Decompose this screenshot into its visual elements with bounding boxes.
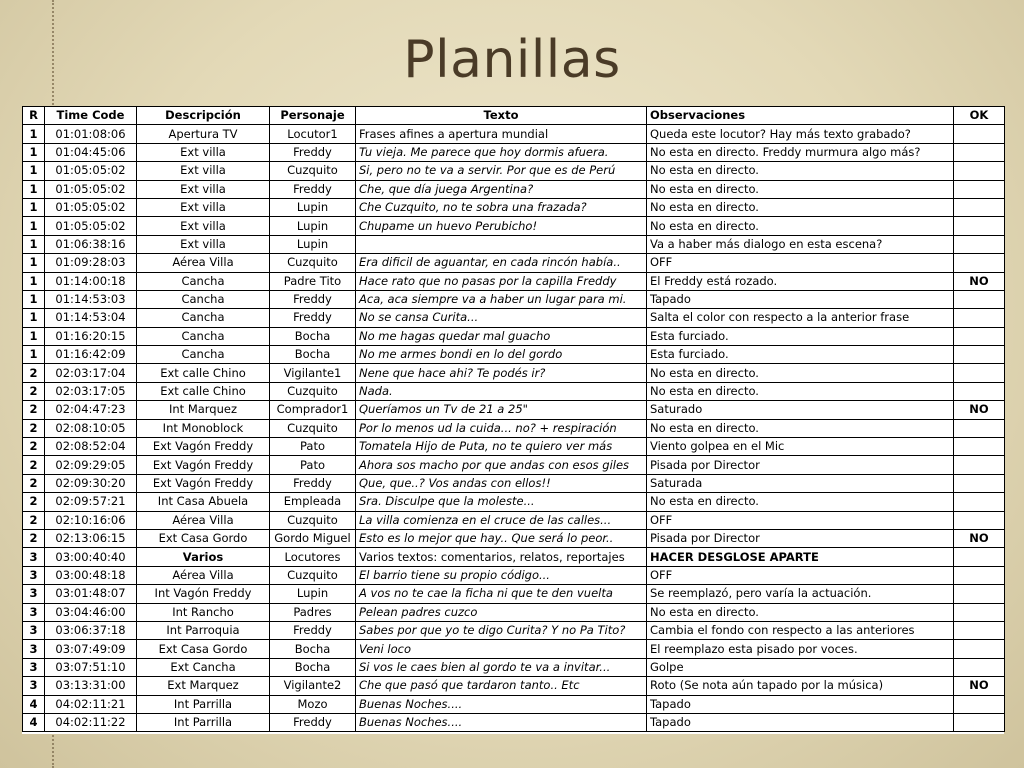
cell-texto: Buenas Noches.... <box>356 713 647 731</box>
cell-ok <box>954 474 1005 492</box>
cell-descripcion: Int Monoblock <box>137 419 270 437</box>
cell-timecode: 03:00:40:40 <box>45 548 137 566</box>
cell-observaciones: OFF <box>647 511 954 529</box>
cell-personaje: Bocha <box>270 327 356 345</box>
table-row <box>23 529 1005 547</box>
cell-timecode: 02:08:52:04 <box>45 438 137 456</box>
cell-ok <box>954 180 1005 198</box>
cell-personaje: Freddy <box>270 143 356 161</box>
slide-title: Planillas <box>403 30 621 90</box>
cell-observaciones: El reemplazo esta pisado por voces. <box>647 640 954 658</box>
cell-descripcion: Int Vagón Freddy <box>137 585 270 603</box>
table-row <box>23 327 1005 345</box>
cell-r: 3 <box>23 566 45 584</box>
cell-ok <box>954 456 1005 474</box>
cell-observaciones: Roto (Se nota aún tapado por la música) <box>647 677 954 695</box>
cell-timecode: 01:14:00:18 <box>45 272 137 290</box>
cell-ok <box>954 125 1005 143</box>
cell-timecode: 03:01:48:07 <box>45 585 137 603</box>
table-row <box>23 566 1005 584</box>
cell-r: 1 <box>23 235 45 253</box>
cell-r: 3 <box>23 640 45 658</box>
cell-descripcion: Ext Casa Gordo <box>137 529 270 547</box>
cell-ok <box>954 162 1005 180</box>
cell-personaje: Cuzquito <box>270 511 356 529</box>
cell-ok: NO <box>954 529 1005 547</box>
cell-ok <box>954 603 1005 621</box>
cell-r: 2 <box>23 493 45 511</box>
cell-personaje: Cuzquito <box>270 382 356 400</box>
cell-personaje: Locutor1 <box>270 125 356 143</box>
table-row <box>23 677 1005 695</box>
table-row <box>23 364 1005 382</box>
table-row <box>23 125 1005 143</box>
cell-observaciones: No esta en directo. <box>647 419 954 437</box>
cell-ok <box>954 382 1005 400</box>
cell-observaciones: No esta en directo. <box>647 603 954 621</box>
cell-descripcion: Ext villa <box>137 198 270 216</box>
cell-observaciones: Esta furciado. <box>647 346 954 364</box>
cell-timecode: 02:09:29:05 <box>45 456 137 474</box>
table-row <box>23 511 1005 529</box>
cell-timecode: 02:09:57:21 <box>45 493 137 511</box>
cell-r: 3 <box>23 658 45 676</box>
cell-timecode: 01:16:42:09 <box>45 346 137 364</box>
table-row <box>23 493 1005 511</box>
cell-observaciones: Golpe <box>647 658 954 676</box>
table-row <box>23 419 1005 437</box>
cell-texto: Tu vieja. Me parece que hoy dormis afuera. <box>356 143 647 161</box>
table-row <box>23 695 1005 713</box>
cell-descripcion: Ext Vagón Freddy <box>137 474 270 492</box>
cell-ok <box>954 217 1005 235</box>
cell-texto: Era dificil de aguantar, en cada rincón había.. <box>356 254 647 272</box>
cell-texto: Hace rato que no pasas por la capilla Freddy <box>356 272 647 290</box>
table-row <box>23 640 1005 658</box>
table-row <box>23 401 1005 419</box>
cell-texto: Frases afines a apertura mundial <box>356 125 647 143</box>
cell-observaciones: Se reemplazó, pero varía la actuación. <box>647 585 954 603</box>
cell-ok <box>954 621 1005 639</box>
table-body <box>23 125 1005 732</box>
cell-personaje: Freddy <box>270 309 356 327</box>
cell-descripcion: Ext villa <box>137 162 270 180</box>
cell-personaje: Freddy <box>270 474 356 492</box>
cell-personaje: Freddy <box>270 713 356 731</box>
cell-timecode: 03:04:46:00 <box>45 603 137 621</box>
cell-texto: Sabes por que yo te digo Curita? Y no Pa Tito? <box>356 621 647 639</box>
cell-descripcion: Ext Vagón Freddy <box>137 456 270 474</box>
cell-timecode: 01:05:05:02 <box>45 217 137 235</box>
cell-observaciones: Viento golpea en el Mic <box>647 438 954 456</box>
cell-timecode: 02:08:10:05 <box>45 419 137 437</box>
cell-r: 3 <box>23 621 45 639</box>
cell-descripcion: Cancha <box>137 327 270 345</box>
cell-personaje: Freddy <box>270 621 356 639</box>
cell-personaje: Bocha <box>270 640 356 658</box>
cell-texto: El barrio tiene su propio código... <box>356 566 647 584</box>
cell-observaciones: Queda este locutor? Hay más texto grabado? <box>647 125 954 143</box>
cell-texto: Nene que hace ahi? Te podés ir? <box>356 364 647 382</box>
cell-r: 2 <box>23 474 45 492</box>
table-row <box>23 346 1005 364</box>
cell-observaciones: Pisada por Director <box>647 529 954 547</box>
cell-timecode: 01:09:28:03 <box>45 254 137 272</box>
table-row <box>23 217 1005 235</box>
cell-descripcion: Ext Casa Gordo <box>137 640 270 658</box>
cell-texto: Si, pero no te va a servir. Por que es de Perú <box>356 162 647 180</box>
cell-timecode: 01:14:53:04 <box>45 309 137 327</box>
cell-r: 3 <box>23 603 45 621</box>
cell-personaje: Gordo Miguel <box>270 529 356 547</box>
cell-ok <box>954 364 1005 382</box>
cell-r: 2 <box>23 419 45 437</box>
cell-r: 2 <box>23 529 45 547</box>
cell-texto: Si vos le caes bien al gordo te va a invitar... <box>356 658 647 676</box>
cell-r: 4 <box>23 695 45 713</box>
cell-personaje: Cuzquito <box>270 162 356 180</box>
cell-descripcion: Int Rancho <box>137 603 270 621</box>
cell-descripcion: Int Parroquia <box>137 621 270 639</box>
cell-timecode: 01:06:38:16 <box>45 235 137 253</box>
cell-personaje: Bocha <box>270 346 356 364</box>
cell-timecode: 01:01:08:06 <box>45 125 137 143</box>
col-header-personaje: Personaje <box>270 107 356 125</box>
col-header-descripcion: Descripción <box>137 107 270 125</box>
col-header-texto: Texto <box>356 107 647 125</box>
col-header-ok: OK <box>954 107 1005 125</box>
cell-observaciones: Esta furciado. <box>647 327 954 345</box>
cell-texto: Buenas Noches.... <box>356 695 647 713</box>
cell-observaciones: Saturado <box>647 401 954 419</box>
cell-timecode: 02:10:16:06 <box>45 511 137 529</box>
cell-observaciones: No esta en directo. <box>647 364 954 382</box>
cell-descripcion: Int Parrilla <box>137 695 270 713</box>
cell-texto: Que, que..? Vos andas con ellos!! <box>356 474 647 492</box>
cell-texto: No me hagas quedar mal guacho <box>356 327 647 345</box>
cell-ok <box>954 254 1005 272</box>
cell-observaciones: Tapado <box>647 695 954 713</box>
cell-descripcion: Ext villa <box>137 143 270 161</box>
cell-texto: Aca, aca siempre va a haber un lugar para mi. <box>356 290 647 308</box>
cell-r: 2 <box>23 511 45 529</box>
cell-texto: Esto es lo mejor que hay.. Que será lo peor.. <box>356 529 647 547</box>
cell-timecode: 01:16:20:15 <box>45 327 137 345</box>
cell-ok <box>954 695 1005 713</box>
cell-texto: Che Cuzquito, no te sobra una frazada? <box>356 198 647 216</box>
cell-texto: Ahora sos macho por que andas con esos giles <box>356 456 647 474</box>
cell-r: 1 <box>23 290 45 308</box>
cell-ok <box>954 640 1005 658</box>
cell-ok <box>954 419 1005 437</box>
cell-observaciones: No esta en directo. <box>647 493 954 511</box>
cell-ok <box>954 658 1005 676</box>
cell-ok <box>954 327 1005 345</box>
table-row <box>23 548 1005 566</box>
col-header-r: R <box>23 107 45 125</box>
cell-texto: La villa comienza en el cruce de las calles... <box>356 511 647 529</box>
cell-observaciones: OFF <box>647 254 954 272</box>
cell-texto: Por lo menos ud la cuida... no? + respiración <box>356 419 647 437</box>
cell-personaje: Cuzquito <box>270 566 356 584</box>
cell-timecode: 02:03:17:04 <box>45 364 137 382</box>
table-row <box>23 272 1005 290</box>
cell-r: 2 <box>23 456 45 474</box>
cell-timecode: 03:07:49:09 <box>45 640 137 658</box>
cell-timecode: 01:04:45:06 <box>45 143 137 161</box>
cell-observaciones: No esta en directo. <box>647 180 954 198</box>
table-row <box>23 254 1005 272</box>
cell-personaje: Freddy <box>270 290 356 308</box>
cell-texto: Che, que día juega Argentina? <box>356 180 647 198</box>
cell-observaciones: Tapado <box>647 290 954 308</box>
cell-ok <box>954 493 1005 511</box>
table-row <box>23 235 1005 253</box>
table-row <box>23 180 1005 198</box>
cell-r: 1 <box>23 346 45 364</box>
cell-timecode: 04:02:11:22 <box>45 713 137 731</box>
cell-timecode: 04:02:11:21 <box>45 695 137 713</box>
cell-r: 4 <box>23 713 45 731</box>
cell-r: 2 <box>23 364 45 382</box>
cell-timecode: 03:07:51:10 <box>45 658 137 676</box>
cell-texto: Veni loco <box>356 640 647 658</box>
cell-timecode: 01:14:53:03 <box>45 290 137 308</box>
cell-r: 1 <box>23 180 45 198</box>
cell-ok <box>954 511 1005 529</box>
col-header-timecode: Time Code <box>45 107 137 125</box>
cell-timecode: 02:03:17:05 <box>45 382 137 400</box>
cell-r: 3 <box>23 548 45 566</box>
cell-timecode: 01:05:05:02 <box>45 162 137 180</box>
cell-personaje: Padres <box>270 603 356 621</box>
cell-personaje: Lupin <box>270 217 356 235</box>
cell-r: 1 <box>23 125 45 143</box>
cell-observaciones: No esta en directo. <box>647 217 954 235</box>
cell-timecode: 03:06:37:18 <box>45 621 137 639</box>
cell-timecode: 03:13:31:00 <box>45 677 137 695</box>
cell-timecode: 01:05:05:02 <box>45 198 137 216</box>
cell-descripcion: Ext calle Chino <box>137 382 270 400</box>
cell-descripcion: Cancha <box>137 309 270 327</box>
cell-texto: Che que pasó que tardaron tanto.. Etc <box>356 677 647 695</box>
cell-personaje: Mozo <box>270 695 356 713</box>
cell-ok: NO <box>954 272 1005 290</box>
cell-observaciones: Saturada <box>647 474 954 492</box>
table-row <box>23 438 1005 456</box>
table-row <box>23 456 1005 474</box>
cell-personaje: Lupin <box>270 198 356 216</box>
cell-r: 2 <box>23 401 45 419</box>
cell-descripcion: Ext villa <box>137 217 270 235</box>
cell-personaje: Lupin <box>270 585 356 603</box>
cell-ok <box>954 548 1005 566</box>
cell-descripcion: Aérea Villa <box>137 511 270 529</box>
cell-r: 1 <box>23 217 45 235</box>
cell-personaje: Comprador1 <box>270 401 356 419</box>
cell-descripcion: Ext calle Chino <box>137 364 270 382</box>
cell-r: 1 <box>23 327 45 345</box>
cell-descripcion: Ext Cancha <box>137 658 270 676</box>
cell-observaciones: Cambia el fondo con respecto a las anteriores <box>647 621 954 639</box>
cell-personaje: Pato <box>270 438 356 456</box>
cell-texto: Chupame un huevo Perubicho! <box>356 217 647 235</box>
cell-observaciones: Tapado <box>647 713 954 731</box>
table-row <box>23 621 1005 639</box>
cell-timecode: 02:13:06:15 <box>45 529 137 547</box>
cell-r: 3 <box>23 585 45 603</box>
table-row <box>23 474 1005 492</box>
table-row <box>23 585 1005 603</box>
cell-personaje: Cuzquito <box>270 419 356 437</box>
cell-ok <box>954 290 1005 308</box>
cell-descripcion: Int Parrilla <box>137 713 270 731</box>
cell-timecode: 03:00:48:18 <box>45 566 137 584</box>
cell-descripcion: Cancha <box>137 346 270 364</box>
cell-observaciones: El Freddy está rozado. <box>647 272 954 290</box>
cell-observaciones: No esta en directo. Freddy murmura algo más? <box>647 143 954 161</box>
cell-personaje: Bocha <box>270 658 356 676</box>
cell-timecode: 02:09:30:20 <box>45 474 137 492</box>
cell-observaciones: No esta en directo. <box>647 198 954 216</box>
table-row <box>23 658 1005 676</box>
cell-descripcion: Aérea Villa <box>137 566 270 584</box>
cell-r: 2 <box>23 382 45 400</box>
cell-observaciones: HACER DESGLOSE APARTE <box>647 548 954 566</box>
cell-personaje: Lupin <box>270 235 356 253</box>
table-row <box>23 198 1005 216</box>
cell-r: 1 <box>23 254 45 272</box>
cell-descripcion: Varios <box>137 548 270 566</box>
table-row <box>23 603 1005 621</box>
table-row <box>23 309 1005 327</box>
cell-observaciones: No esta en directo. <box>647 162 954 180</box>
cell-descripcion: Cancha <box>137 290 270 308</box>
table-row <box>23 382 1005 400</box>
cell-descripcion: Cancha <box>137 272 270 290</box>
cell-personaje: Freddy <box>270 180 356 198</box>
header-row <box>23 107 1005 125</box>
cell-texto: A vos no te cae la ficha ni que te den vuelta <box>356 585 647 603</box>
cell-texto: No me armes bondi en lo del gordo <box>356 346 647 364</box>
cell-observaciones: Pisada por Director <box>647 456 954 474</box>
cell-ok <box>954 143 1005 161</box>
cell-ok <box>954 438 1005 456</box>
cell-texto <box>356 235 647 253</box>
cell-ok: NO <box>954 677 1005 695</box>
cell-ok <box>954 235 1005 253</box>
cell-ok <box>954 585 1005 603</box>
cell-r: 1 <box>23 162 45 180</box>
cell-personaje: Padre Tito <box>270 272 356 290</box>
cell-personaje: Locutores <box>270 548 356 566</box>
cell-personaje: Pato <box>270 456 356 474</box>
cell-texto: Sra. Disculpe que la moleste... <box>356 493 647 511</box>
cell-texto: Varios textos: comentarios, relatos, reportajes <box>356 548 647 566</box>
table-row <box>23 713 1005 731</box>
cell-descripcion: Apertura TV <box>137 125 270 143</box>
cell-observaciones: No esta en directo. <box>647 382 954 400</box>
cell-descripcion: Ext Vagón Freddy <box>137 438 270 456</box>
cell-texto: Tomatela Hijo de Puta, no te quiero ver más <box>356 438 647 456</box>
cell-descripcion: Ext villa <box>137 235 270 253</box>
cell-personaje: Empleada <box>270 493 356 511</box>
cell-ok <box>954 309 1005 327</box>
cell-texto: Nada. <box>356 382 647 400</box>
cell-r: 1 <box>23 309 45 327</box>
cell-r: 1 <box>23 198 45 216</box>
cell-observaciones: Va a haber más dialogo en esta escena? <box>647 235 954 253</box>
cell-ok <box>954 713 1005 731</box>
spreadsheet <box>22 106 1004 734</box>
cell-texto: No se cansa Curita... <box>356 309 647 327</box>
planillas-table <box>22 106 1005 732</box>
cell-descripcion: Ext Marquez <box>137 677 270 695</box>
cell-observaciones: Salta el color con respecto a la anterior frase <box>647 309 954 327</box>
cell-descripcion: Int Marquez <box>137 401 270 419</box>
cell-r: 2 <box>23 438 45 456</box>
cell-texto: Pelean padres cuzco <box>356 603 647 621</box>
cell-personaje: Vigilante2 <box>270 677 356 695</box>
cell-descripcion: Int Casa Abuela <box>137 493 270 511</box>
table-row <box>23 290 1005 308</box>
cell-ok <box>954 198 1005 216</box>
cell-descripcion: Ext villa <box>137 180 270 198</box>
cell-r: 1 <box>23 143 45 161</box>
cell-r: 1 <box>23 272 45 290</box>
cell-ok <box>954 566 1005 584</box>
cell-descripcion: Aérea Villa <box>137 254 270 272</box>
cell-r: 3 <box>23 677 45 695</box>
cell-ok: NO <box>954 401 1005 419</box>
cell-personaje: Cuzquito <box>270 254 356 272</box>
table-row <box>23 143 1005 161</box>
col-header-observaciones: Observaciones <box>647 107 954 125</box>
cell-timecode: 02:04:47:23 <box>45 401 137 419</box>
cell-personaje: Vigilante1 <box>270 364 356 382</box>
cell-timecode: 01:05:05:02 <box>45 180 137 198</box>
cell-texto: Queríamos un Tv de 21 a 25" <box>356 401 647 419</box>
cell-observaciones: OFF <box>647 566 954 584</box>
cell-ok <box>954 346 1005 364</box>
table-row <box>23 162 1005 180</box>
